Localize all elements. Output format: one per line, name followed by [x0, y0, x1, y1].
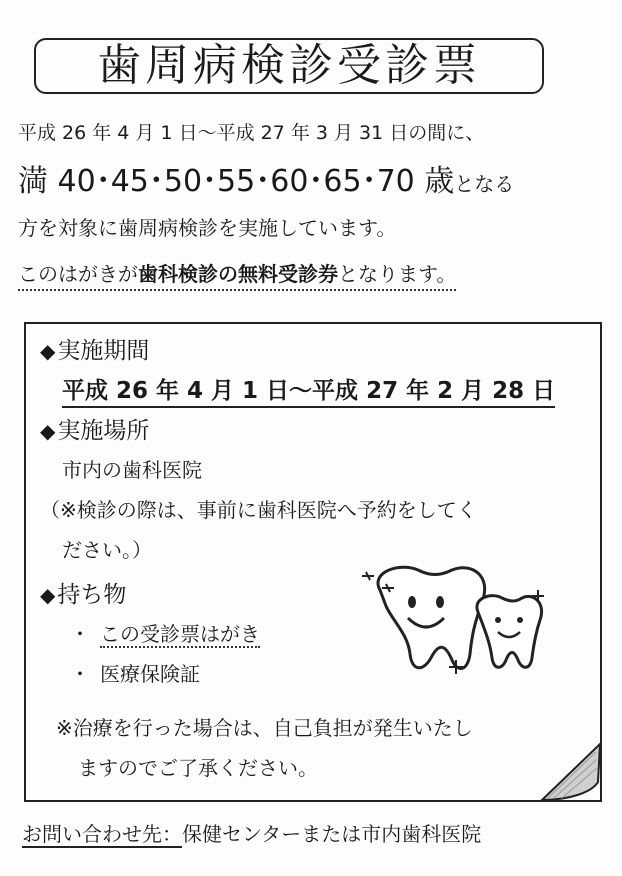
intro-ages-suffix: となる [454, 172, 515, 196]
item-insurance-card: 医療保険証 [100, 662, 200, 686]
intro-free-emphasis: 歯科検診の無料受診券 [138, 262, 338, 286]
treatment-note-line2: ますのでご了承ください。 [78, 756, 318, 780]
place-note-line1: （※検診の際は、事前に歯科医院へ予約をしてく [40, 498, 477, 522]
intro-ages: 満 40･45･50･55･60･65･70 歳 [18, 164, 455, 199]
intro-free-post: となります。 [338, 262, 457, 286]
contact-label: お問い合わせ先： [22, 822, 182, 846]
diamond-icon: ◆ [40, 419, 56, 443]
period-heading-label: 実施期間 [57, 338, 150, 364]
period-heading [40, 332, 149, 365]
page-title: 歯周病検診受診票 [34, 38, 544, 94]
contact-footer [22, 818, 481, 847]
list-item: ・ 医療保険証 [70, 662, 200, 686]
place-note-line2: ださい。） [62, 538, 152, 562]
intro-free-pre: このはがきが [18, 262, 138, 286]
place-heading-label: 実施場所 [57, 418, 150, 444]
tooth-mascot-illustration [360, 562, 550, 692]
page-curl-decoration [540, 742, 602, 802]
treatment-note-line1: ※治療を行った場合は、自己負担が発生いたし [56, 716, 473, 740]
intro-target-text: 方を対象に歯周病検診を実施しています。 [18, 216, 397, 240]
intro-free-ticket-text [18, 258, 456, 291]
contact-value: 保健センターまたは市内歯科医院 [182, 822, 482, 846]
place-heading [40, 412, 149, 445]
items-heading-label: 持ち物 [57, 582, 127, 608]
intro-period-text: 平成 26 年 4 月 1 日～平成 27 年 3 月 31 日の間に、 [18, 122, 485, 144]
diamond-icon: ◆ [40, 339, 56, 363]
intro-ages-line [18, 156, 514, 200]
place-value: 市内の歯科医院 [62, 458, 202, 482]
period-value: 平成 26 年 4 月 1 日～平成 27 年 2 月 28 日 [62, 372, 555, 408]
item-postcard: この受診票はがき [100, 622, 260, 646]
list-item: ・ この受診票はがき [70, 622, 260, 646]
diamond-icon: ◆ [40, 583, 56, 607]
items-heading [40, 576, 126, 609]
